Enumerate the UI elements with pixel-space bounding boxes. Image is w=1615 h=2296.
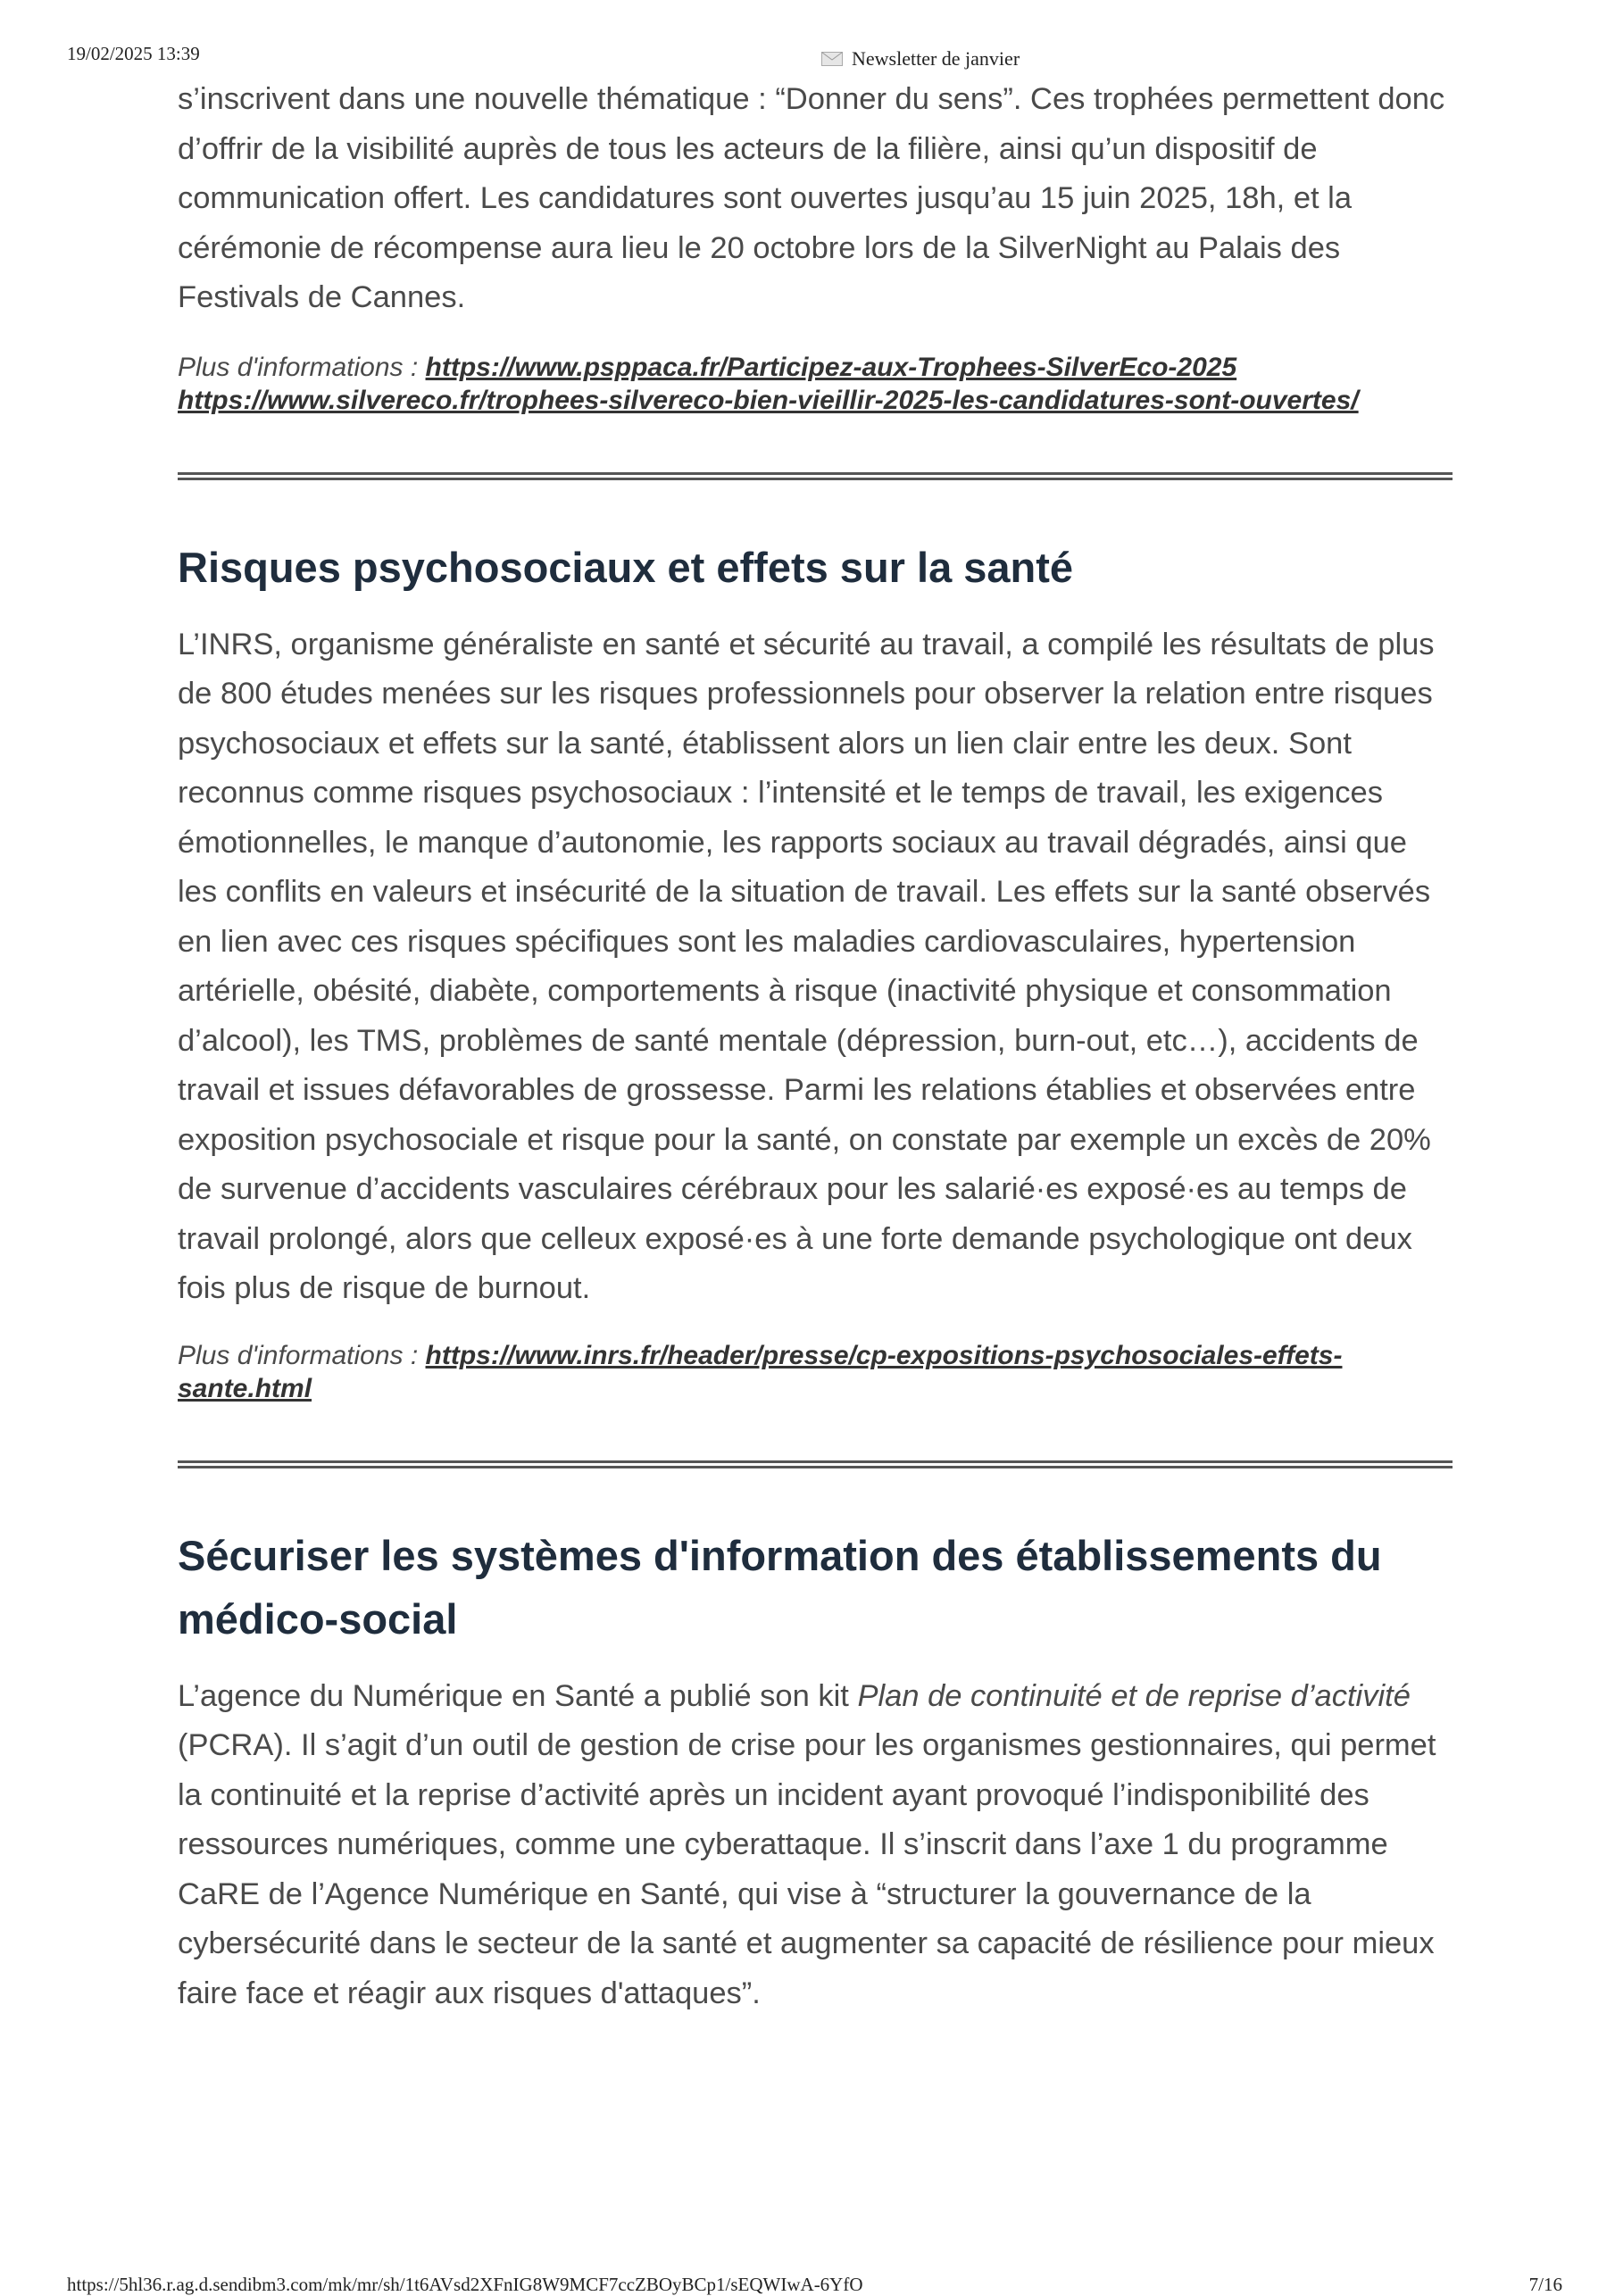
newsletter-title: Newsletter de janvier (852, 47, 1020, 70)
rps-paragraph: L’INRS, organisme généraliste en santé et sécurité au travail, a compilé les résultats de plus de 800 études menées sur les risques professionnels pour observer la relation entre risques psychosociaux et effets sur la santé, établissent alors un lien clair entre les deux. Sont reconnus comme risques psychosociaux : l’intensité et le temps de travail, les exigences émotionnelles, le manque d’autonomie, les rapports sociaux au travail dégradés, ainsi que les conflits en valeurs et insécurité de la situation de travail. Les effets sur la santé observés en lien avec ces risques spécifiques sont les maladies cardiovasculaires, hypertension artérielle, obésité, diabète, comportements à risque (inactivité physique et consommation d’alcool), les TMS, problèmes de santé mentale (dépression, burn-out, etc…), accidents de travail et issues défavorables de grossesse. Parmi les relations établies et observées entre exposition psychosociale et risque pour la santé, on constate par exemple un excès de 20% de survenue d’accidents vasculaires cérébraux pour les salarié·es exposé·es au temps de travail prolongé, alors que celleux exposé·es à une forte demande psychologique ont deux fois plus de risque de burnout. (178, 627, 1435, 1305)
more-info-block (178, 351, 1453, 417)
psppaca-link[interactable]: https://www.psppaca.fr/Participez-aux-Trophees-SilverEco-2025 (425, 352, 1237, 382)
inrs-link[interactable]: https://www.inrs.fr/header/presse/cp-expositions-psychosociales-effets-sante.html (178, 1340, 1343, 1403)
section-title-si: Sécuriser les systèmes d'information des établissements du médico-social (178, 1531, 1382, 1643)
page-number: 7/16 (1528, 2274, 1562, 2295)
si-paragraph-start: L’agence du Numérique en Santé a publié son kit (178, 1678, 858, 1713)
print-footer-url: https://5hl36.r.ag.d.sendibm3.com/mk/mr/sh/1t6AVsd2XFnIG8W9MCF7ccZBOyBCp1/sEQWIwA-6YfO (67, 2274, 863, 2295)
si-paragraph (178, 1672, 1453, 2019)
newsletter-content (178, 75, 1453, 2018)
print-header (821, 47, 1020, 71)
pcra-title: Plan de continuité et de reprise d’activité (857, 1678, 1411, 1713)
silvereco-link[interactable]: https://www.silvereco.fr/trophees-silvereco-bien-vieillir-2025-les-candidatures-sont-ouvertes/ (178, 385, 1359, 415)
print-date: 19/02/2025 13:39 (67, 43, 200, 64)
si-paragraph-end: (PCRA). Il s’agit d’un outil de gestion de crise pour les organismes gestionnaires, qui permet la continuité et la reprise d’activité après un incident ayant provoqué l’indisponibilité des ressources numériques, comme une cyberattaque. Il s’inscrit dans l’axe 1 du programme CaRE de l’Agence Numérique en Santé, qui vise à “structurer la gouvernance de la cybersécurité dans le secteur de la santé et augmenter sa capacité de résilience pour mieux faire face et réagir aux risques d'attaques”. (178, 1728, 1436, 2010)
more-info-block (178, 1339, 1453, 1405)
section-divider (178, 472, 1453, 480)
envelope-icon (821, 52, 843, 66)
section-title-rps: Risques psychosociaux et effets sur la santé (178, 543, 1074, 591)
more-info-label: Plus d'informations : (178, 352, 419, 382)
trophees-paragraph: s’inscrivent dans une nouvelle thématique : “Donner du sens”. Ces trophées permettent donc d’offrir de la visibilité auprès de tous les acteurs de la filière, ainsi qu’un dispositif de communication offert. Les candidatures sont ouvertes jusqu’au 15 juin 2025, 18h, et la cérémonie de récompense aura lieu le 20 octobre lors de la SilverNight au Palais des Festivals de Cannes. (178, 82, 1445, 314)
section-divider (178, 1460, 1453, 1468)
more-info-label: Plus d'informations : (178, 1340, 419, 1370)
